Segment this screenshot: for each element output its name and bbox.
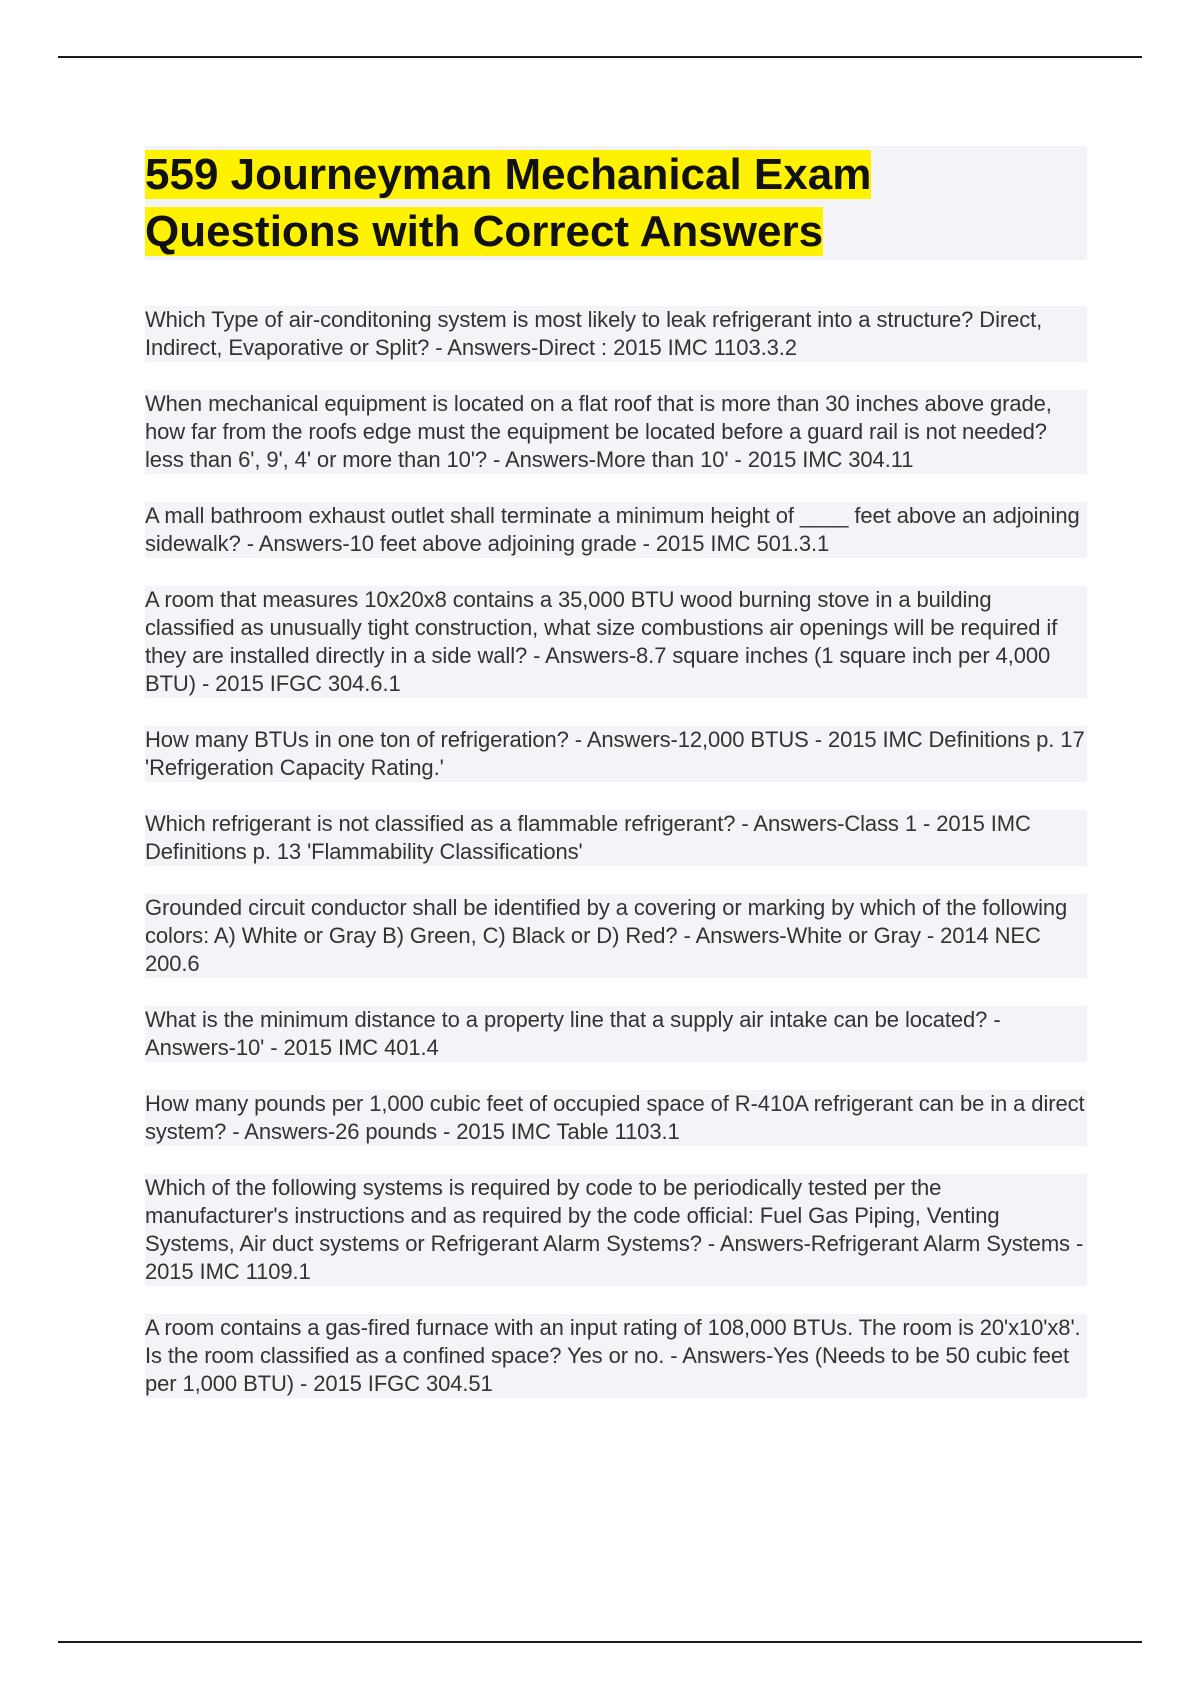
qa-entry-7: Grounded circuit conductor shall be identified by a covering or marking by which of the following colors: A) White or Gray B) Green, C) Black or D) Red? - Answers-White or Gray - 2014 NEC 200.6 (145, 894, 1087, 978)
top-rule (58, 56, 1142, 58)
qa-entry-4: A room that measures 10x20x8 contains a 35,000 BTU wood burning stove in a building classified as unusually tight construction, what size combustions air openings will be required if they are installed directly in a side wall? - Answers-8.7 square inches (1 square inch per 4,000 BTU) - 2015 IFGC 304.6.1 (145, 586, 1087, 698)
qa-entry-2: When mechanical equipment is located on a flat roof that is more than 30 inches above grade, how far from the roofs edge must the equipment be located before a guard rail is not needed? less than 6', 9', 4' or more than 10'? - Answers-More than 10' - 2015 IMC 304.11 (145, 390, 1087, 474)
title-highlight: 559 Journeyman Mechanical Exam Questions with Correct Answers (145, 150, 872, 256)
bottom-rule (58, 1641, 1142, 1643)
title-block (145, 146, 1087, 260)
qa-entry-1: Which Type of air-conditoning system is most likely to leak refrigerant into a structure? Direct, Indirect, Evaporative or Split? - Answers-Direct : 2015 IMC 1103.3.2 (145, 306, 1087, 362)
qa-entry-9: How many pounds per 1,000 cubic feet of occupied space of R-410A refrigerant can be in a direct system? - Answers-26 pounds - 2015 IMC Table 1103.1 (145, 1090, 1087, 1146)
qa-entry-10: Which of the following systems is required by code to be periodically tested per the manufacturer's instructions and as required by the code official: Fuel Gas Piping, Venting Systems, Air duct systems or Refrigerant Alarm Systems? - Answers-Refrigerant Alarm Systems - 2015 IMC 1109.1 (145, 1174, 1087, 1286)
qa-entry-11: A room contains a gas-fired furnace with an input rating of 108,000 BTUs. The room is 20'x10'x8'. Is the room classified as a confined space? Yes or no. - Answers-Yes (Needs to be 50 cubic feet per 1,000 BTU) - 2015 IFGC 304.51 (145, 1314, 1087, 1398)
qa-entry-6: Which refrigerant is not classified as a flammable refrigerant? - Answers-Class 1 - 2015 IMC Definitions p. 13 'Flammability Classifications' (145, 810, 1087, 866)
qa-entry-3: A mall bathroom exhaust outlet shall terminate a minimum height of ____ feet above an adjoining sidewalk? - Answers-10 feet above adjoining grade - 2015 IMC 501.3.1 (145, 502, 1087, 558)
document-body (145, 146, 1087, 1426)
qa-entry-5: How many BTUs in one ton of refrigeration? - Answers-12,000 BTUS - 2015 IMC Definitions p. 17 'Refrigeration Capacity Rating.' (145, 726, 1087, 782)
document-title (145, 146, 1087, 260)
qa-entry-8: What is the minimum distance to a property line that a supply air intake can be located? - Answers-10' - 2015 IMC 401.4 (145, 1006, 1087, 1062)
